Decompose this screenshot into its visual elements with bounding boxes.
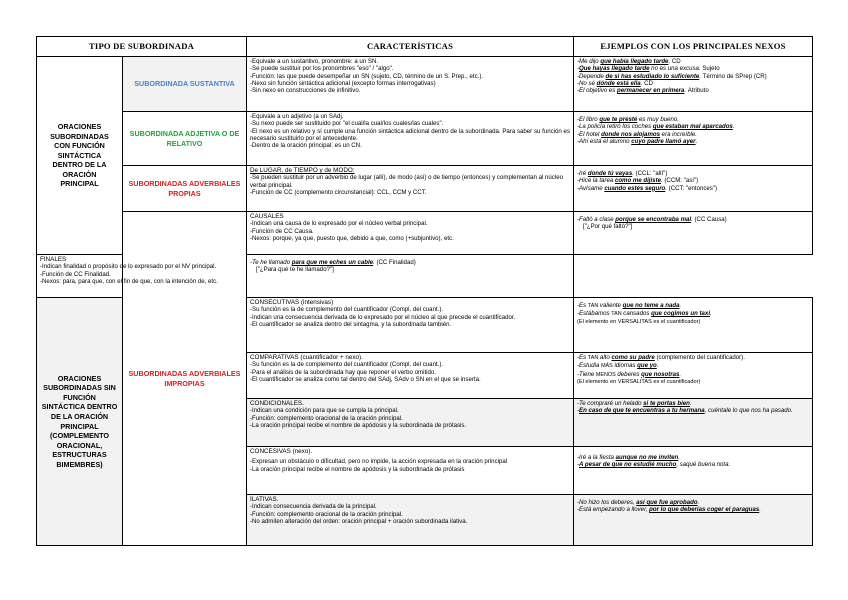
ex-causales: -Faltó a clase porque se encontraba mal. (CC Causa) ["¿Por qué faltó?"]: [574, 212, 813, 255]
row-sustantiva: [37, 57, 813, 112]
example-line: -Estudia MÁS idiomas que yo.: [577, 362, 659, 370]
subordinate-clauses-table: [36, 36, 813, 546]
ex-comparativas: -Es TAN alto como su padre (complemento del cuantificador). -Estudia MÁS idiomas que yo. -Tiene MENOS deberes que nosotras. (El elemento en VERSALITAS es el cuantificador): [574, 353, 813, 399]
label-adjetiva: SUBORDINADA ADJETIVA O DE RELATIVO: [123, 112, 247, 166]
group-label-biemembres: ORACIONES SUBORDINADAS SIN FUNCIÓN SINTÁCTICA DENTRO DE LA ORACIÓN PRINCIPAL (COMPLEMENTO ORACIONAL, ESTRUCTURAS BIMEMBRES): [37, 298, 123, 546]
ex-ilativas: [574, 495, 813, 546]
example-line: -Estábamos TAN cansados que cogimos un taxi.: [577, 310, 712, 318]
example-line: -Depende de si has estudiado lo suficiente. Término de SPrep (CR): [577, 72, 767, 80]
example-line: -Faltó a clase porque se encontraba mal. (CC Causa): [577, 216, 727, 223]
example-line: -Iré a la fiesta aunque no me inviten.: [577, 454, 680, 461]
header-row: [37, 37, 813, 57]
row-propias: [37, 166, 813, 212]
header-tipo: TIPO DE SUBORDINADA: [37, 37, 247, 57]
car-comparativas: COMPARATIVAS (cuantificador + nexo). -Su función es la de complemento del cuantificador (Compl. del cuant.). -Para el análisis de la subordinada hay que reponer el verbo omitido. -El cuantificador se analiza como tal dentro del SAdj, SAdv o SN en el que se inserta.: [247, 353, 574, 399]
example-line: -Que hayas llegado tarde no es una excusa. Sujeto: [577, 65, 720, 73]
label-propias: SUBORDINADAS ADVERBIALES PROPIAS: [123, 166, 247, 212]
example-line: -El hotel donde nos alojamos era increíble.: [577, 130, 697, 138]
car-causales: CAUSALES -Indican una causa de lo expresado por el núcleo verbal principal. -Función de CC Causa. -Nexos: porque, ya que, puesto que, debido a que, como (+subjuntivo), etc.: [247, 212, 574, 255]
ex-finales: -Te he llamado para que me eches un cable. (CC Finalidad) ["¿Para qué te he llamado?"]: [247, 255, 574, 298]
group-label-main: ORACIONES SUBORDINADAS CON FUNCIÓN SINTÁCTICA DENTRO DE LA ORACIÓN PRINCIPAL: [37, 57, 123, 255]
ex-sustantiva: [574, 57, 813, 112]
header-caracteristicas: CARACTERÍSTICAS: [247, 37, 574, 57]
example-line: -Es TAN valiente que no teme a nada.: [577, 302, 682, 309]
label-impropias: SUBORDINADAS ADVERBIALES IMPROPIAS: [123, 212, 247, 546]
header-ejemplos: EJEMPLOS CON LOS PRINCIPALES NEXOS: [574, 37, 813, 57]
car-finales: FINALES -Indican finalidad o propósito de lo expresado por el NV principal. -Función de CC Finalidad. -Nexos: para, para que, con el fin de que, con la intención de, etc.: [37, 255, 123, 298]
car-propias: De LUGAR, de TIEMPO y de MODO: -Se pueden sustituir por un adverbio de lugar (allí), de modo (así) o de tiempo (entonces) y complementan al núcleo verbal principal. -Función de CC (complemento circunstancial): CCL, CCM y CCT.: [247, 166, 574, 212]
ex-condicionales: [574, 399, 813, 447]
example-line: -Te he llamado para que me eches un cable. (CC Finalidad): [250, 259, 416, 266]
example-line: -Ahí está el alumno cuyo padre llamó ayer.: [577, 137, 698, 145]
example-line: -Está empezando a llover, por lo que deberías coger el paraguas.: [577, 506, 761, 514]
example-line: -No sé dónde está ella. CD: [577, 79, 653, 87]
ex-concesivas: [574, 447, 813, 495]
example-line: -Me dijo que había llegado tarde. CD: [577, 58, 681, 65]
example-line: -No hizo los deberes, así que fue aprobado.: [577, 499, 700, 506]
ex-propias: [574, 166, 813, 212]
example-line: -A pesar de que no estudié mucho, saqué buena nota.: [577, 461, 731, 469]
example-line: -El libro que te presté es muy bueno.: [577, 116, 679, 123]
example-line: -En caso de que te encuentras a tu hermana, cuéntale lo que nos ha pasado.: [577, 407, 793, 415]
example-line: -Es TAN alto como su padre (complemento del cuantificador).: [577, 354, 745, 361]
car-ilativas: ILATIVAS. -Indican consecuencia derivada de la principal. -Función: complemento oracional de la oración principal. -No admiten alteración del orden: oración principal + oración subordinada ilativa.: [247, 495, 574, 546]
example-line: -Iré donde tú vayas. (CCL: "allí"): [577, 170, 668, 177]
example-line: -Tiene MENOS deberes que nosotras.: [577, 370, 682, 378]
ex-consecutivas: -Es TAN valiente que no teme a nada. -Estábamos TAN cansados que cogimos un taxi. (El elemento en VERSALITAS es el cuantificador): [574, 298, 813, 353]
label-sustantiva: SUBORDINADA SUSTANTIVA: [123, 57, 247, 112]
example-line: -La policía retiró los coches que estaban mal aparcados.: [577, 123, 735, 131]
row-adjetiva: [37, 112, 813, 166]
ex-adjetiva: [574, 112, 813, 166]
car-condicionales: CONDICIONALES. -Indican una condición para que se cumpla la principal. -Función: complemento oracional de la oración principal. -La oración principal recibe el nombre de apódosis y la subordinada de prótasis.: [247, 399, 574, 447]
example-line: -Te compraré un helado si te portas bien.: [577, 400, 692, 407]
example-line: -Avísame cuando estés seguro. (CCT: "entonces"): [577, 184, 718, 192]
car-sustantiva: -Equivale a un sustantivo, pronombre: a un SN. -Se puede sustituir por los pronombres "eso" / "algo". -Función: las que puede desempeñar un SN (sujeto, CD, término de un S. Prep., etc.). -Nexo sin función sintáctica adicional (excepto formas interrogativas) -Sin nexo en construcciones de infinitivo.: [247, 57, 574, 112]
car-adjetiva: -Equivale a un adjetivo (a un SAdj. -Su nexo puede ser sustituido por "el cual/la cual/los cuales/las cuales". -El nexo es un relativo y sí cumple una función sintáctica adicional dentro de la subordinada. Para saber su función es necesario sustituirlo por el antecedente. -Dentro de la oración principal: es un CN.: [247, 112, 574, 166]
example-line: -El objetivo es permanecer en primera. Atributo: [577, 87, 709, 95]
car-concesivas: CONCESIVAS (nexo). -Expresan un obstáculo o dificultad, pero no impide, la acción expresada en la oración principal -La oración principal recibe el nombre de apódosis y la subordinada de prótasis: [247, 447, 574, 495]
row-causales: [37, 212, 813, 255]
car-consecutivas: CONSECUTIVAS (intensivas) -Su función es la de complemento del cuantificador (Compl. del cuant.). -Indican una consecuencia derivada de lo expresado por el núcleo al que precede el cuantificador. -El cuantificador se analiza dentro del sintagma, y la subordinada también.: [247, 298, 574, 353]
example-line: -Hice la tarea como me dijiste. (CCM: "así"): [577, 177, 699, 185]
